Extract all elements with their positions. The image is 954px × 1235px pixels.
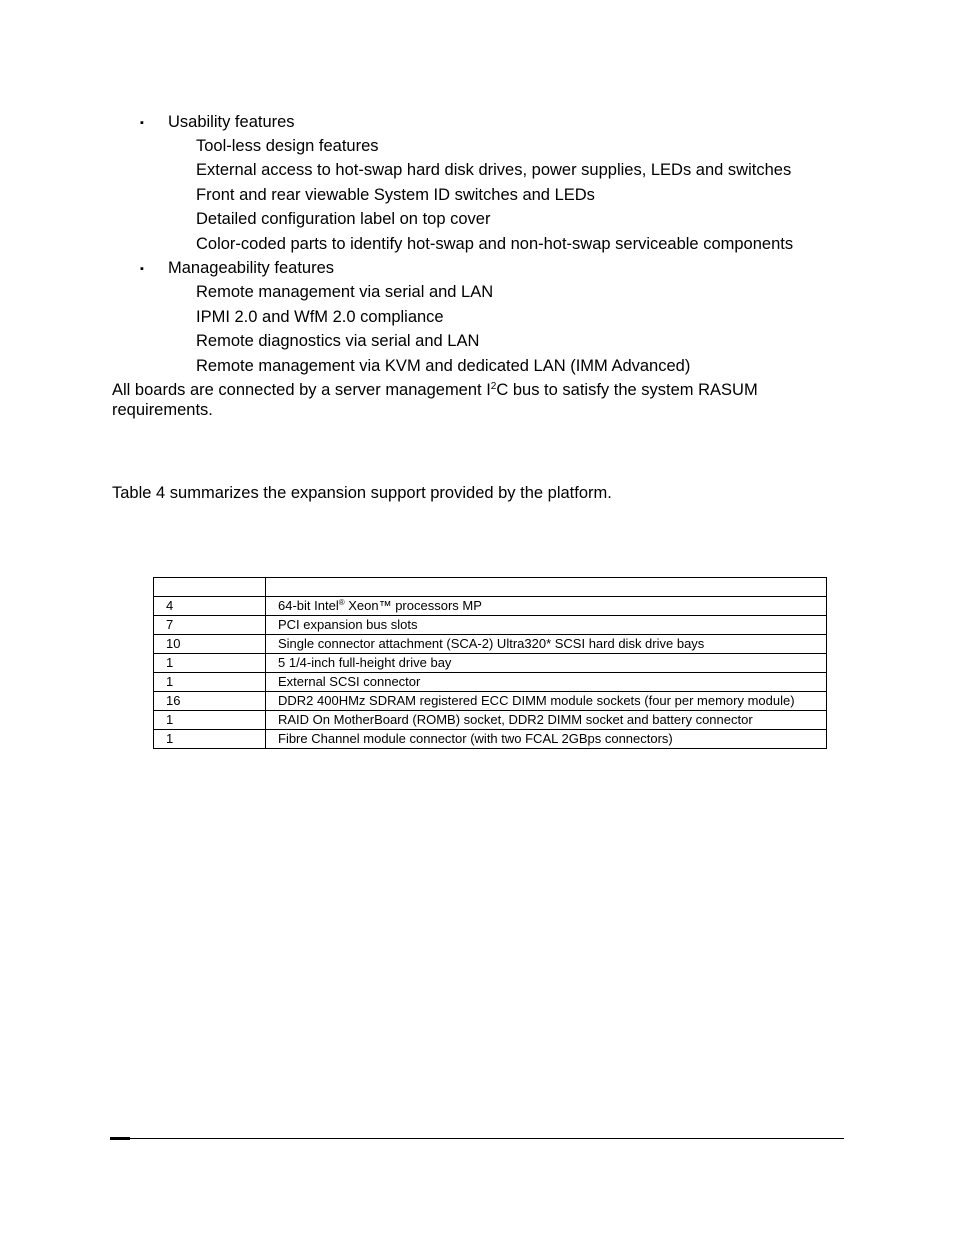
desc-cell: PCI expansion bus slots <box>266 616 827 635</box>
manageability-heading: Manageability features <box>168 259 335 277</box>
bullet-marker: ▪ <box>140 263 144 275</box>
qty-cell: 1 <box>154 654 266 673</box>
table-row <box>154 730 827 749</box>
usability-item: Detailed configuration label on top cover <box>196 210 491 228</box>
manageability-item: Remote management via KVM and dedicated LAN (IMM Advanced) <box>196 357 691 375</box>
rasum-paragraph <box>112 380 812 420</box>
footer-rule <box>110 1138 844 1139</box>
desc-cell: External SCSI connector <box>266 673 827 692</box>
desc-cell: Single connector attachment (SCA-2) Ultra320* SCSI hard disk drive bays <box>266 635 827 654</box>
usability-item: Front and rear viewable System ID switches and LEDs <box>196 186 595 204</box>
rasum-text-post: C bus to satisfy the system RASUM requirements. <box>112 381 758 419</box>
table-intro: Table 4 summarizes the expansion support provided by the platform. <box>112 484 612 502</box>
header-cell <box>266 578 827 597</box>
qty-cell: 1 <box>154 730 266 749</box>
table-row <box>154 597 827 616</box>
manageability-item: IPMI 2.0 and WfM 2.0 compliance <box>196 308 444 326</box>
usability-item: Color-coded parts to identify hot-swap and non-hot-swap serviceable components <box>196 235 794 253</box>
rasum-text-pre: All boards are connected by a server management I <box>112 381 491 399</box>
expansion-table <box>153 577 827 749</box>
table-row <box>154 616 827 635</box>
manageability-item: Remote diagnostics via serial and LAN <box>196 332 480 350</box>
qty-cell: 1 <box>154 711 266 730</box>
table-row <box>154 673 827 692</box>
manageability-item: Remote management via serial and LAN <box>196 283 494 301</box>
qty-cell: 16 <box>154 692 266 711</box>
usability-item: External access to hot-swap hard disk drives, power supplies, LEDs and switches <box>196 161 792 179</box>
desc-cell: Fibre Channel module connector (with two FCAL 2GBps connectors) <box>266 730 827 749</box>
desc-cell <box>266 597 827 616</box>
desc-cell: DDR2 400HMz SDRAM registered ECC DIMM module sockets (four per memory module) <box>266 692 827 711</box>
qty-cell: 4 <box>154 597 266 616</box>
desc-cell: 5 1/4-inch full-height drive bay <box>266 654 827 673</box>
usability-heading: Usability features <box>168 113 295 131</box>
rasum-superscript: 2 <box>490 381 497 392</box>
registered-mark: ® <box>338 598 345 607</box>
qty-cell: 10 <box>154 635 266 654</box>
desc-text-pre: 64-bit Intel <box>278 598 339 613</box>
table-row <box>154 635 827 654</box>
qty-cell: 7 <box>154 616 266 635</box>
desc-cell: RAID On MotherBoard (ROMB) socket, DDR2 DIMM socket and battery connector <box>266 711 827 730</box>
usability-item: Tool-less design features <box>196 137 379 155</box>
table-header-row <box>154 578 827 597</box>
table-row <box>154 711 827 730</box>
qty-cell: 1 <box>154 673 266 692</box>
desc-text-post: Xeon™ processors MP <box>344 598 482 613</box>
bullet-marker: ▪ <box>140 117 144 129</box>
table-row <box>154 692 827 711</box>
header-cell <box>154 578 266 597</box>
table-row <box>154 654 827 673</box>
